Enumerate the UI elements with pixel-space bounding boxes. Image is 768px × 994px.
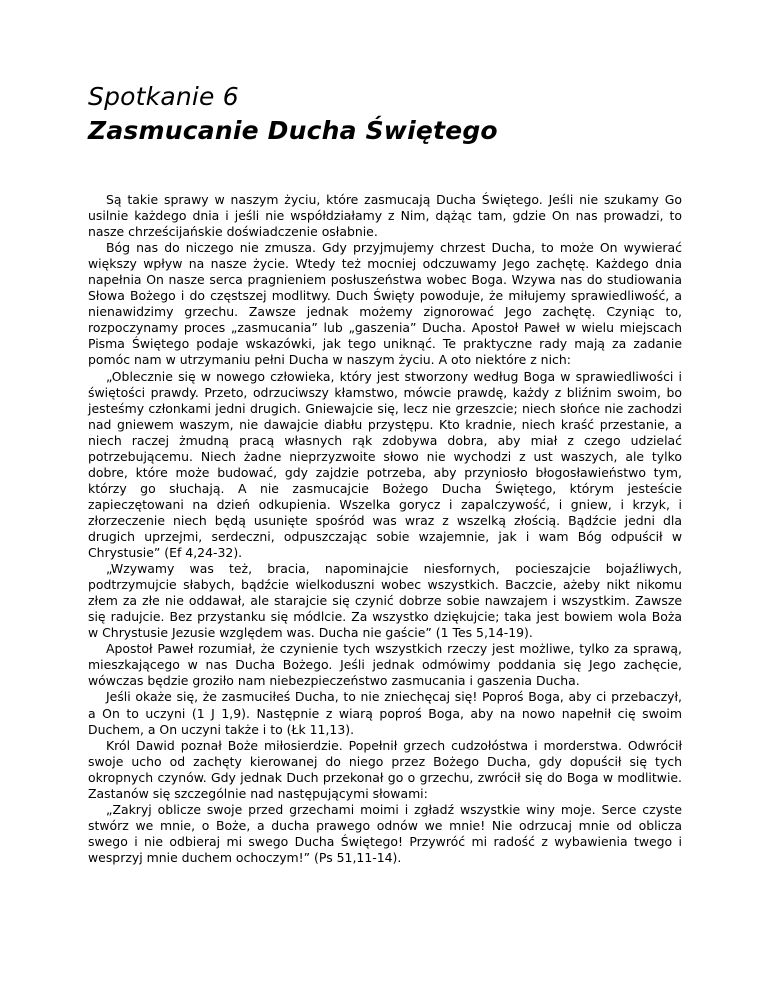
- document-page: [88, 80, 682, 866]
- paragraph: Król Dawid poznał Boże miłosierdzie. Popełnił grzech cudzołóstwa i morderstwa. Odwrócił swoje ucho od zachęty kierowanej do niego przez Bożego Ducha, gdy dopuścił się tych okropnych czynów. Gdy jednak Duch przekonał go o grzechu, zwrócił się do Boga w modlitwie. Zastanów się szczególnie nad następującymi słowami:: [88, 737, 682, 801]
- paragraph: Apostoł Paweł rozumiał, że czynienie tych wszystkich rzeczy jest możliwe, tylko za sprawą, mieszkającego w nas Ducha Bożego. Jeśli jednak odmówimy poddania się Jego zachęcie, wówczas będzie groziło nam niebezpieczeństwo zasmucania i gaszenia Ducha.: [88, 641, 682, 689]
- document-title: Zasmucanie Ducha Świętego: [88, 116, 498, 145]
- quote-paragraph: „Wzywamy was też, bracia, napominajcie niesfornych, pocieszajcie bojaźliwych, podtrzymujcie słabych, bądźcie wielkoduszni wobec wszystkich. Baczcie, ażeby nikt nikomu złem za złe nie oddawał, ale starajcie się czynić dobrze sobie nawzajem i wszystkim. Zawsze się radujcie. Bez przystanku się módlcie. Za wszystko dziękujcie; taka jest bowiem wola Boża w Chrystusie Jezusie względem was. Ducha nie gaście” (1 Tes 5,14-19).: [88, 561, 682, 641]
- quote-paragraph: „Zakryj oblicze swoje przed grzechami moimi i zgładź wszystkie winy moje. Serce czyste stwórz we mnie, o Boże, a ducha prawego odnów we mnie! Nie odrzucaj mnie od oblicza swego i nie odbieraj mi swego Ducha Świętego! Przywróć mi radość z wybawienia twego i wesprzyj mnie duchem ochoczym!” (Ps 51,11-14).: [88, 801, 682, 865]
- document-body: [88, 192, 682, 866]
- paragraph: Jeśli okaże się, że zasmuciłeś Ducha, to nie zniechęcaj się! Poproś Boga, aby ci przebaczył, a On to uczyni (1 J 1,9). Następnie z wiarą poproś Boga, aby na nowo napełnił cię swoim Duchem, a On uczyni także i to (Łk 11,13).: [88, 689, 682, 737]
- paragraph: Bóg nas do niczego nie zmusza. Gdy przyjmujemy chrzest Ducha, to może On wywierać większy wpływ na nasze życie. Wtedy też mocniej odczuwamy Jego zachętę. Każdego dnia napełnia On nasze serca pragnieniem posłuszeństwa wobec Boga. Wzywa nas do studiowania Słowa Bożego i do częstszej modlitwy. Duch Święty powoduje, że miłujemy sprawiedliwość, a nienawidzimy grzechu. Zawsze jednak możemy zignorować Jego zachętę. Czyniąc to, rozpoczynamy proces „zasmucania” lub „gaszenia” Ducha. Apostoł Paweł w wielu miejscach Pisma Świętego podaje wskazówki, jak tego uniknąć. Te praktyczne rady mają za zadanie pomóc nam w utrzymaniu pełni Ducha w naszym życiu. A oto niektóre z nich:: [88, 240, 682, 368]
- document-subtitle: Spotkanie 6: [88, 82, 239, 111]
- paragraph: Są takie sprawy w naszym życiu, które zasmucają Ducha Świętego. Jeśli nie szukamy Go usilnie każdego dnia i jeśli nie współdziałamy z Nim, dążąc tam, gdzie On nas prowadzi, to nasze chrześcijańskie doświadczenie osłabnie.: [88, 192, 682, 240]
- quote-paragraph: „Oblecznie się w nowego człowieka, który jest stworzony według Boga w sprawiedliwości i świętości prawdy. Przeto, odrzuciwszy kłamstwo, mówcie prawdę, każdy z bliźnim swoim, bo jesteśmy członkami jedni drugich. Gniewajcie się, lecz nie grzeszcie; niech słońce nie zachodzi nad gniewem waszym, nie dawajcie diabłu przystępu. Kto kradnie, niech kraść przestanie, a niech raczej żmudną pracą własnych rąk zdobywa dobra, aby miał z czego udzielać potrzebującemu. Niech żadne nieprzyzwoite słowo nie wychodzi z ust waszych, ale tylko dobre, które może budować, gdy zajdzie potrzeba, aby przyniosło błogosławieństwo tym, którzy go słuchają. A nie zasmucajcie Bożego Ducha Świętego, którym jesteście zapieczętowani na dzień odkupienia. Wszelka gorycz i zapalczywość, i gniew, i krzyk, i złorzeczenie niech będą usunięte spośród was wraz z wszelką złością. Bądźcie jedni dla drugich uprzejmi, serdeczni, odpuszczając sobie wzajemnie, jak i wam Bóg odpuścił w Chrystusie” (Ef 4,24-32).: [88, 368, 682, 561]
